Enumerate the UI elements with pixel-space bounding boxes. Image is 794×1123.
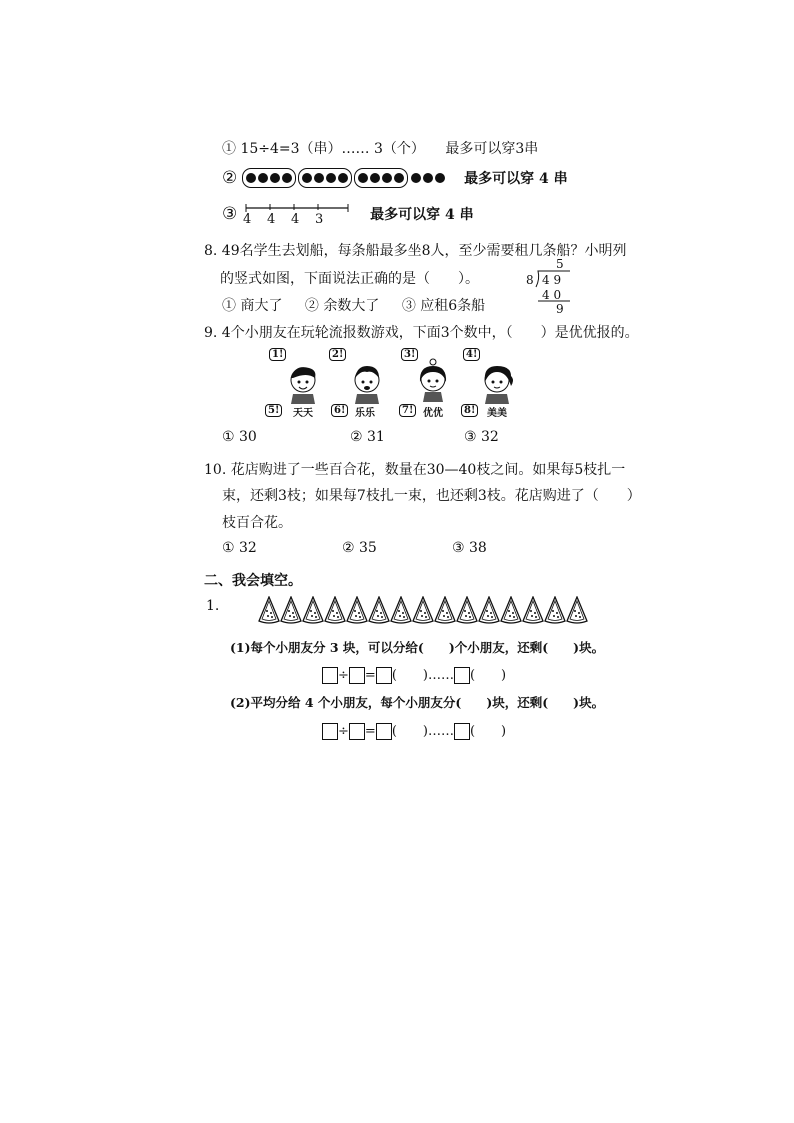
q7-option-3: ③ 最多可以穿 4 串: [222, 204, 474, 228]
q8-option[interactable]: ① 商大了: [222, 298, 283, 314]
bead: [338, 173, 348, 183]
q9-option[interactable]: ① 30: [222, 429, 257, 445]
segment-num: 4: [243, 212, 252, 227]
fill-equation-2: ÷ = ( )…… ( ): [322, 720, 506, 740]
bead: [314, 173, 324, 183]
girl-face-icon: [477, 360, 517, 404]
q10-line-1: 10. 花店购进了一些百合花，数量在30—40枝之间。如果每5枝扎一: [204, 462, 626, 478]
boy-face-icon: [347, 360, 387, 404]
watermelon-slice-icon: [258, 596, 280, 624]
q10-line-2: 束，还剩3枝；如果每7枝扎一束，也还剩3枝。花店购进了（ ）: [222, 488, 641, 504]
q10-option[interactable]: ② 35: [342, 540, 377, 556]
watermelon-slice-icon: [412, 596, 434, 624]
q10-line-3: 枝百合花。: [222, 515, 292, 531]
answer-box[interactable]: [322, 723, 338, 740]
bead: [394, 173, 404, 183]
bead: [358, 173, 368, 183]
bead: [423, 173, 433, 183]
bead: [258, 173, 268, 183]
watermelon-slice-icon: [522, 596, 544, 624]
q8-options: [222, 295, 485, 315]
watermelon-slice-icon: [544, 596, 566, 624]
answer-box[interactable]: [376, 723, 392, 740]
watermelon-slice-icon: [566, 596, 588, 624]
kid-meimei: 4! 8! 美美: [461, 346, 525, 422]
s2-sub-1: (1)每个小朋友分 3 块，可以分给( )个小朋友，还剩( )块。: [230, 640, 605, 655]
segment-num: 4: [267, 212, 276, 227]
answer-box[interactable]: [454, 667, 470, 684]
answer-box[interactable]: [322, 667, 338, 684]
watermelon-slice-icon: [500, 596, 522, 624]
answer-box[interactable]: [349, 723, 365, 740]
watermelon-slice-icon: [280, 596, 302, 624]
q10-option[interactable]: ③ 38: [452, 540, 487, 556]
bead: [282, 173, 292, 183]
girl-face-icon: [413, 358, 453, 402]
boy-face-icon: [283, 360, 323, 404]
bead: [302, 173, 312, 183]
q10-option[interactable]: ① 32: [222, 540, 257, 556]
watermelon-slice-icon: [390, 596, 412, 624]
q8-line-1: 8. 49名学生去划船，每条船最多坐8人，至少需要租几条船？小明列: [204, 243, 627, 259]
q7-option-1: ① 15÷4=3（串）…… 3（个） 最多可以穿3串: [222, 141, 539, 157]
bead: [246, 173, 256, 183]
q9-line-1: 9. 4个小朋友在玩轮流报数游戏，下面3个数中，（ ）是优优报的。: [204, 325, 639, 341]
watermelon-slice-icon: [368, 596, 390, 624]
watermelon-slice-icon: [346, 596, 368, 624]
q9-option[interactable]: ② 31: [350, 429, 385, 445]
bead: [382, 173, 392, 183]
bead: [411, 173, 421, 183]
q9-option[interactable]: ③ 32: [464, 429, 499, 445]
watermelon-slice-icon: [434, 596, 456, 624]
bead: [370, 173, 380, 183]
kid-lele: 2! 6! 乐乐: [329, 346, 389, 422]
kid-tiantian: 1! 5! 天天: [265, 346, 325, 422]
q8-option[interactable]: ② 余数大了: [304, 298, 380, 314]
watermelon-slice-icon: [456, 596, 478, 624]
watermelon-slice-icon: [302, 596, 324, 624]
bead-group: [298, 168, 352, 188]
bead: [435, 173, 445, 183]
answer-box[interactable]: [349, 667, 365, 684]
q7-option-2: ② 最多可以穿 4 串: [222, 168, 568, 188]
section-2-title: 二、我会填空。: [204, 573, 302, 589]
s2-sub-2: (2)平均分给 4 个小朋友，每个小朋友分( )块，还剩( )块。: [230, 695, 605, 710]
answer-box[interactable]: [454, 723, 470, 740]
bead-group: [242, 168, 296, 188]
watermelon-slice-icon: [324, 596, 346, 624]
fill-equation-1: ÷ = ( )…… ( ): [322, 664, 506, 684]
answer-box[interactable]: [376, 667, 392, 684]
watermelon-slice-icon: [478, 596, 500, 624]
bead-group: [354, 168, 408, 188]
kid-youyou: 3! 7! 优优: [397, 346, 457, 422]
kids-illustration: [265, 346, 525, 422]
long-division: 5 8 4 9 4 0 9: [524, 257, 574, 315]
q8-option[interactable]: ③ 应租6条船: [401, 298, 486, 314]
segment-num: 3: [315, 212, 324, 227]
bead: [326, 173, 336, 183]
q8-line-2: 的竖式如图，下面说法正确的是（ ）。: [220, 271, 479, 287]
segment-num: 4: [291, 212, 300, 227]
s2-q1-number: 1.: [206, 598, 220, 614]
watermelon-row: [258, 596, 588, 628]
bead-diagram: [242, 170, 446, 186]
bead: [270, 173, 280, 183]
